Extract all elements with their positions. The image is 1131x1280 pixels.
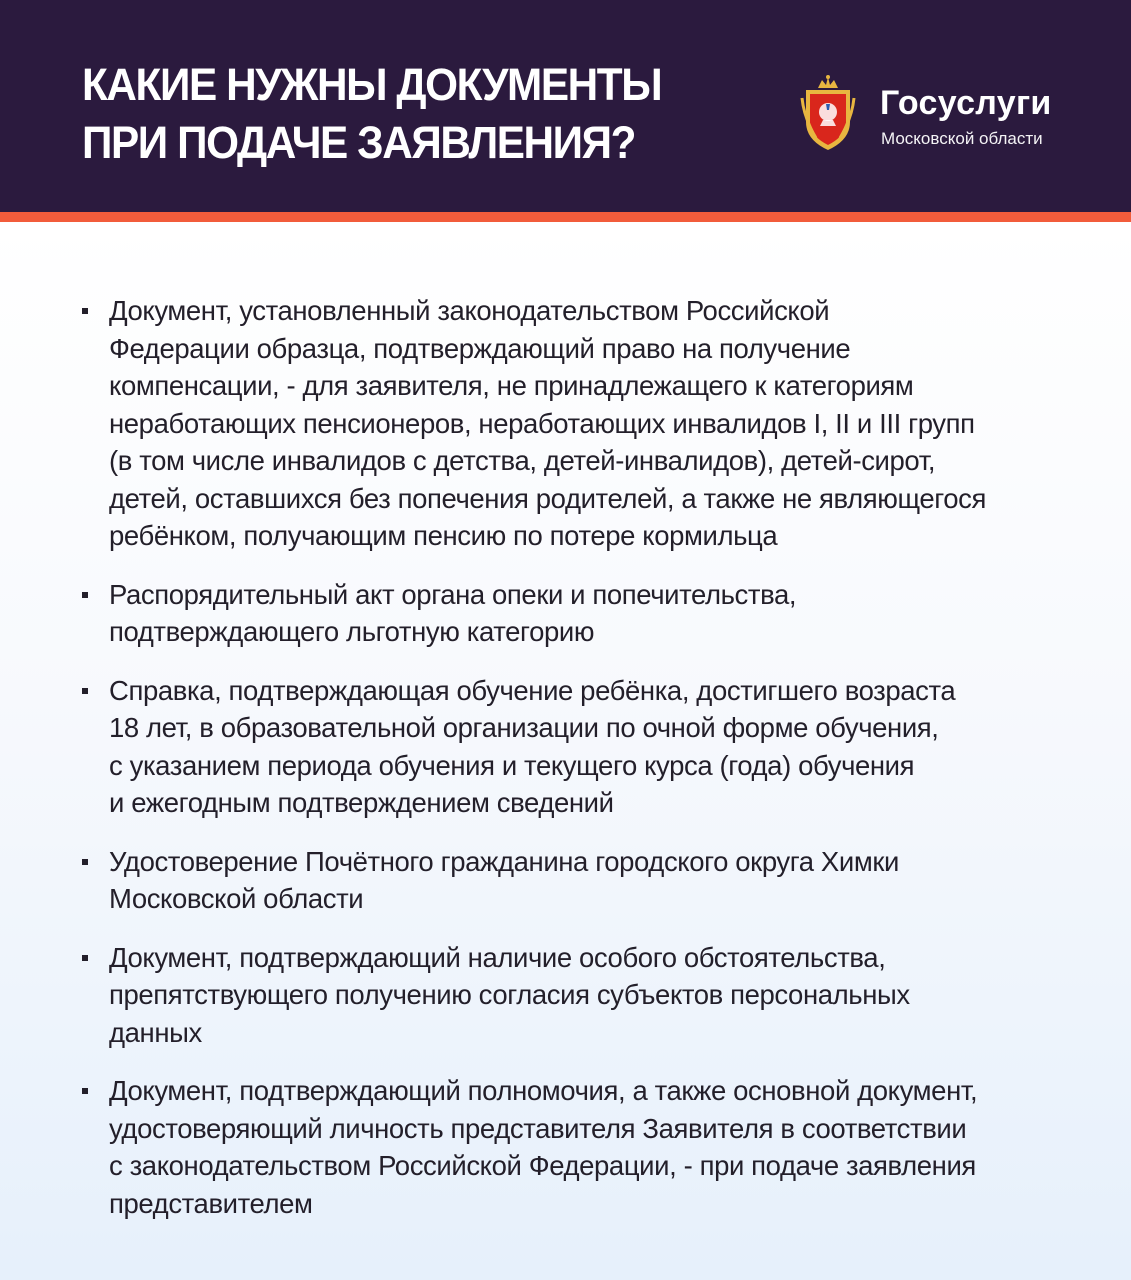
page-title-line-1: КАКИЕ НУЖНЫ ДОКУМЕНТЫ — [82, 59, 662, 110]
text-line: компенсации, - для заявителя, не принадлежащего к категориям — [109, 370, 914, 401]
text-line: детей, оставшихся без попечения родителей, а также не являющегося — [109, 482, 987, 514]
text-line: с указанием периода обучения и текущего курса (года) обучения — [109, 749, 915, 781]
list-item-text — [109, 939, 1102, 1052]
text-line: Документ, установленный законодательством Российской — [109, 295, 830, 326]
text-line: 18 лет, в образовательной организации по очной форме обучения, — [109, 712, 939, 743]
brand-name: Госуслуги — [880, 84, 1052, 122]
list-item-text — [109, 292, 1102, 555]
text-line: препятствующего получению согласия субъектов персональных — [109, 979, 910, 1010]
text-line: представителем — [109, 1187, 313, 1219]
list-item — [82, 939, 1102, 1052]
text-line: данных — [109, 1016, 202, 1048]
bullet-marker — [82, 592, 88, 598]
brand-subtitle: Московской области — [881, 129, 1043, 148]
text-line: Справка, подтверждающая обучение ребёнка, достигшего возраста — [109, 674, 956, 706]
text-line: Документ, подтверждающий полномочия, а также основной документ, — [109, 1075, 978, 1106]
list-item-text — [109, 576, 1102, 651]
text-line: ребёнком, получающим пенсию по потере кормильца — [109, 520, 778, 551]
text-line: Федерации образца, подтверждающий право на получение — [109, 332, 851, 364]
list-item — [82, 576, 1102, 651]
list-item-text — [109, 843, 1102, 918]
text-line: Распорядительный акт органа опеки и попечительства, — [109, 578, 797, 610]
text-line: подтверждающего льготную категорию — [109, 616, 595, 647]
text-line: и ежегодным подтверждением сведений — [109, 787, 614, 818]
gosuslugi-brand-logo — [800, 74, 1090, 154]
moscow-region-coat-of-arms-icon — [800, 74, 856, 152]
text-line: (в том числе инвалидов с детства, детей-инвалидов), детей-сирот, — [109, 445, 936, 476]
bullet-marker — [82, 308, 88, 314]
list-item — [82, 1072, 1102, 1222]
documents-list — [82, 292, 1102, 1243]
bullet-marker — [82, 859, 88, 865]
list-item-text — [109, 672, 1102, 822]
list-item — [82, 672, 1102, 822]
text-line: неработающих пенсионеров, неработающих инвалидов I, II и III групп — [109, 407, 975, 439]
list-item — [82, 292, 1102, 555]
text-line: Документ, подтверждающий наличие особого обстоятельства, — [109, 941, 886, 973]
bullet-marker — [82, 955, 88, 961]
documents-section — [0, 222, 1131, 1280]
list-item — [82, 843, 1102, 918]
bullet-marker — [82, 688, 88, 694]
text-line: удостоверяющий личность представителя Заявителя в соответствии — [109, 1112, 967, 1144]
accent-stripe — [0, 212, 1131, 222]
bullet-marker — [82, 1088, 88, 1094]
page-title-line-2: ПРИ ПОДАЧЕ ЗАЯВЛЕНИЯ? — [82, 117, 636, 168]
header-banner — [0, 0, 1131, 212]
text-line: Удостоверение Почётного гражданина городского округа Химки — [109, 845, 899, 877]
list-item-text — [109, 1072, 1102, 1222]
page-title — [82, 56, 661, 172]
text-line: Московской области — [109, 883, 364, 914]
text-line: с законодательством Российской Федерации, - при подаче заявления — [109, 1150, 976, 1181]
